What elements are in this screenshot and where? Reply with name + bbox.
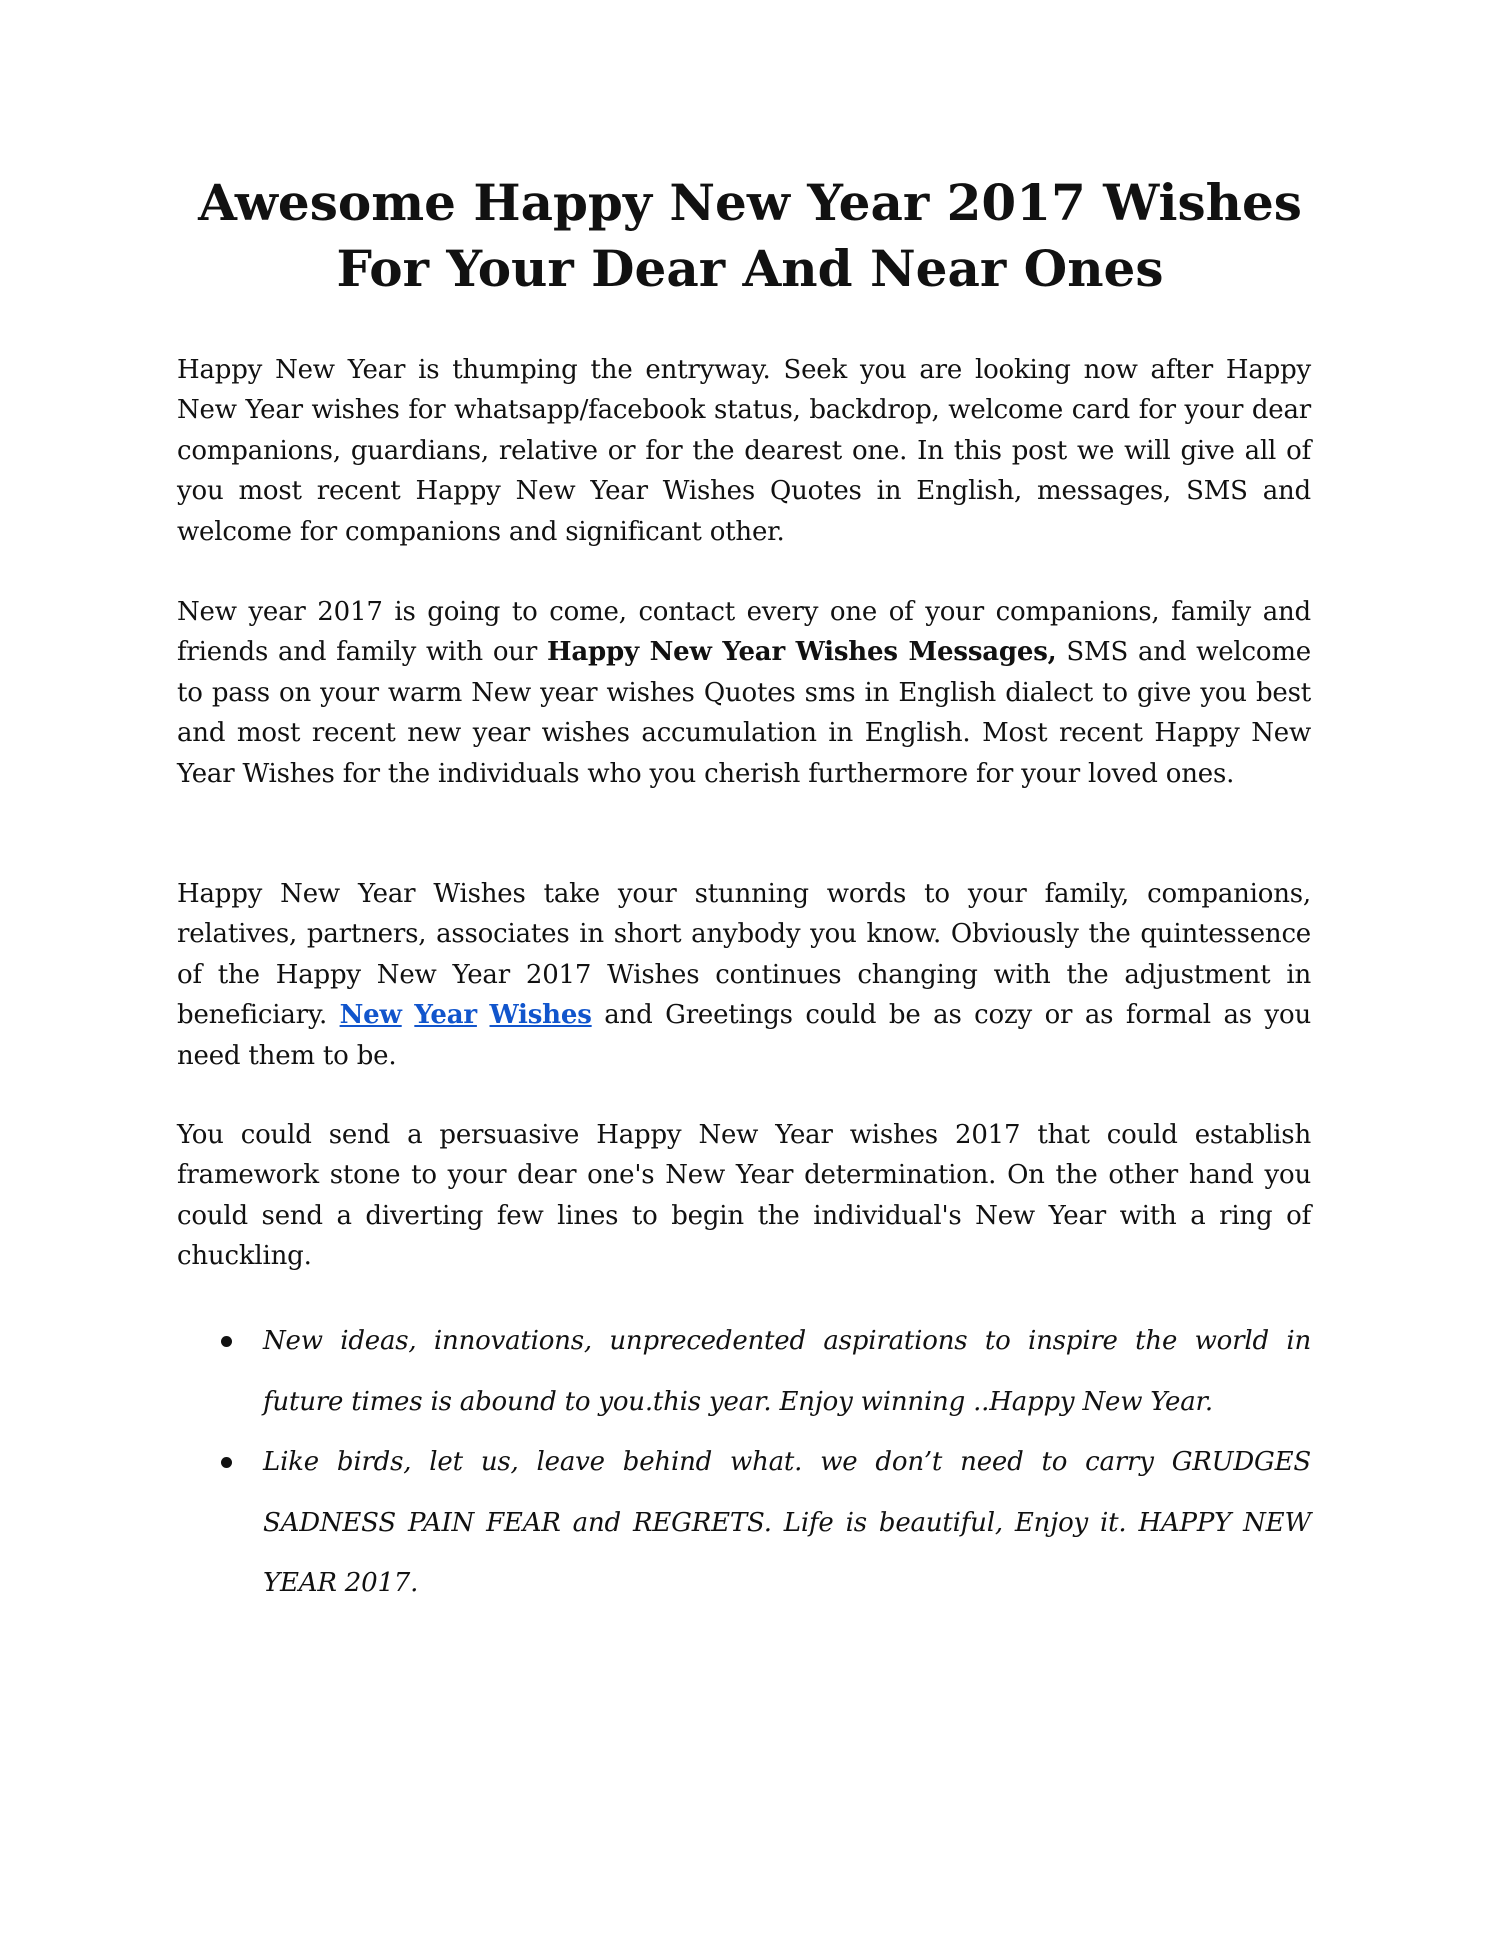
paragraph-intro: Happy New Year is thumping the entryway. Seek you are looking now after Happy New Year wishes for whatsapp/facebook status, backdrop, welcome card for your dear companions, guardians, relative or for the dearest one. In this post we will give all of you most recent Happy New Year Wishes Quotes in English, messages, SMS and welcome for companions and significant other. (177, 355, 1311, 547)
paragraph-text: New year 2017 is going to come, contact every one of your companions, family and friends and family with our (177, 597, 1311, 668)
wishes-list (177, 1311, 1311, 1614)
link-new[interactable]: New (339, 1000, 402, 1031)
list-item-text: Like birds, let us, leave behind what. we don’t need to carry GRUDGES SADNESS PAIN FEAR and REGRETS. Life is beautiful, Enjoy it. HAPPY NEW YEAR 2017. (263, 1447, 1311, 1598)
list-item (177, 1432, 1311, 1614)
paragraph-wishes (177, 874, 1311, 1076)
paragraph-new-year-2017 (177, 592, 1311, 794)
paragraph-text: SMS and welcome to pass on your warm New year wishes Quotes sms in English dialect to give you best and most recent new year wishes accumulation in English. Most recent Happy New Year Wishes for the individuals who you cherish furthermore for your loved ones. (177, 637, 1311, 789)
page-title: Awesome Happy New Year 2017 Wishes For Your Dear And Near Ones (198, 173, 1302, 298)
paragraph-text: and Greetings could be as cozy or as formal as you need them to be. (177, 1000, 1311, 1071)
link-year[interactable]: Year (414, 1000, 477, 1031)
paragraph-persuasive: You could send a persuasive Happy New Year wishes 2017 that could establish framework stone to your dear one's New Year determination. On the other hand you could send a diverting few lines to begin the individual's New Year with a ring of chuckling. (177, 1120, 1311, 1272)
link-wishes[interactable]: Wishes (489, 1000, 592, 1031)
list-item (177, 1311, 1311, 1432)
bold-phrase: Happy New Year Wishes Messages, (547, 637, 1057, 668)
paragraph-text: Happy New Year Wishes take your stunning words to your family, companions, relatives, partners, associates in short anybody you know. Obviously the quintessence of the Happy New Year 2017 Wishes continues changing with the adjustment in beneficiary. (177, 879, 1311, 1031)
list-item-text: New ideas, innovations, unprecedented aspirations to inspire the world in future times is abound to you.this year. Enjoy winning ..Happy New Year. (263, 1326, 1311, 1417)
bullet-icon (221, 1457, 232, 1468)
bullet-icon (221, 1336, 232, 1347)
